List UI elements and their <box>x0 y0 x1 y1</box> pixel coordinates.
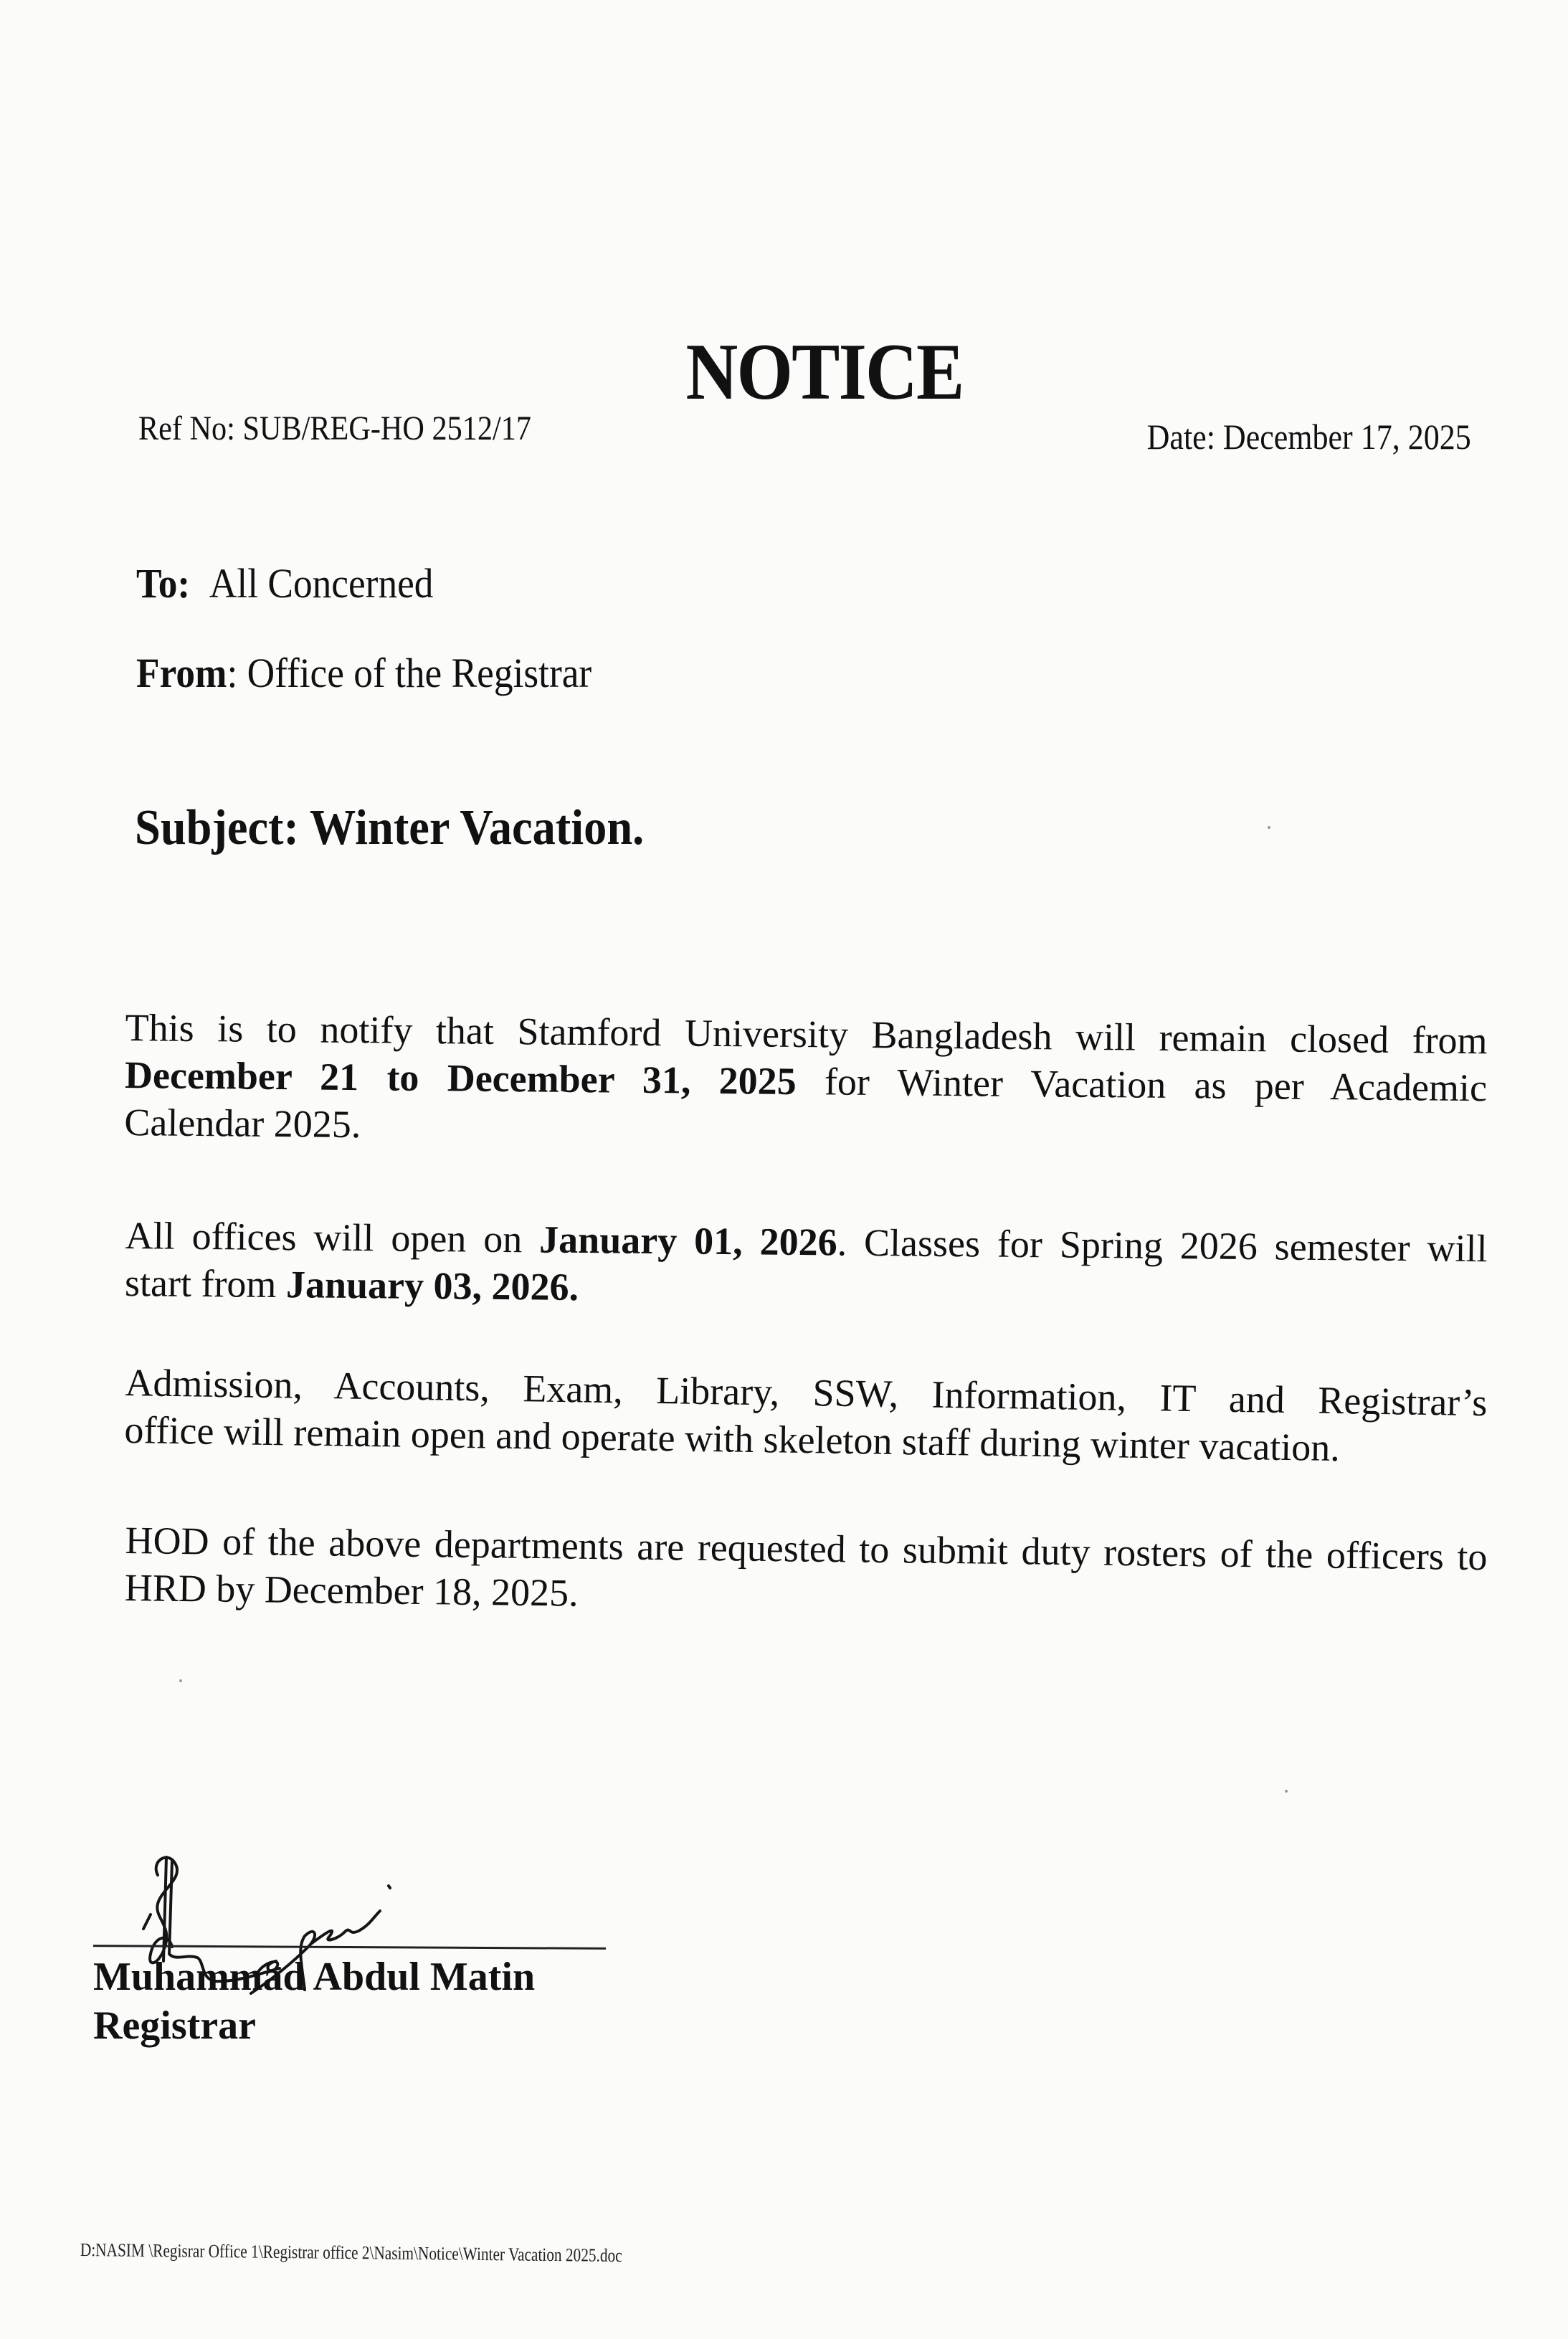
from-label: From <box>136 650 227 696</box>
reference-number: Ref No: SUB/REG-HO 2512/17 <box>138 409 531 447</box>
class-start-date: January 03, 2026. <box>285 1263 579 1309</box>
paragraph-text: All offices will open on <box>125 1213 540 1261</box>
paragraph-closure <box>124 1004 1488 1159</box>
signatory-name: Muhammad Abdul Matin <box>93 1955 536 1999</box>
to-line <box>136 559 433 607</box>
paragraph-line: HRD by December 18, 2025. <box>124 1565 579 1615</box>
signatory-title: Registrar <box>93 2003 257 2048</box>
paragraph-line: HOD of the above departments are requested to submit duty rosters of the officers to <box>125 1518 1488 1579</box>
office-open-date: January 01, 2026 <box>538 1218 837 1264</box>
paragraph-line: This is to notify that Stamford University Bangladesh will remain closed from <box>125 1005 1488 1063</box>
subject-line: Subject: Winter Vacation. <box>135 800 645 855</box>
to-value: All Concerned <box>209 560 434 607</box>
notice-title: NOTICE <box>685 328 964 417</box>
to-label: To: <box>136 560 191 607</box>
paragraph-line: Calendar 2025. <box>124 1100 361 1147</box>
paper-speck <box>1285 1790 1288 1793</box>
paragraph-line: Admission, Accounts, Exam, Library, SSW, Information, IT and Registrar’s <box>125 1360 1488 1425</box>
paragraph-text: start from <box>124 1261 287 1306</box>
paragraph-line: office will remain open and operate with skeleton staff during winter vacation. <box>124 1408 1341 1470</box>
paragraph-text: . Classes for Spring 2026 semester will <box>837 1220 1488 1271</box>
from-value: : Office of the Registrar <box>227 650 592 696</box>
paragraph-open-offices <box>124 1359 1488 1474</box>
closure-dates: December 21 to December 31, 2025 <box>124 1053 797 1103</box>
paragraph-duty-roster <box>124 1517 1487 1628</box>
paragraph-text: for Winter Vacation as per Academic <box>796 1059 1488 1110</box>
paper-speck <box>1268 826 1270 829</box>
file-path-footer: D:NASIM \Regisrar Office 1\Registrar office 2\Nasim\Notice\Winter Vacation 2025.doc <box>80 2239 622 2267</box>
notice-date: Date: December 17, 2025 <box>1146 417 1471 457</box>
paragraph-reopening <box>125 1212 1488 1319</box>
paper-speck <box>179 1679 182 1682</box>
from-line <box>136 649 591 697</box>
